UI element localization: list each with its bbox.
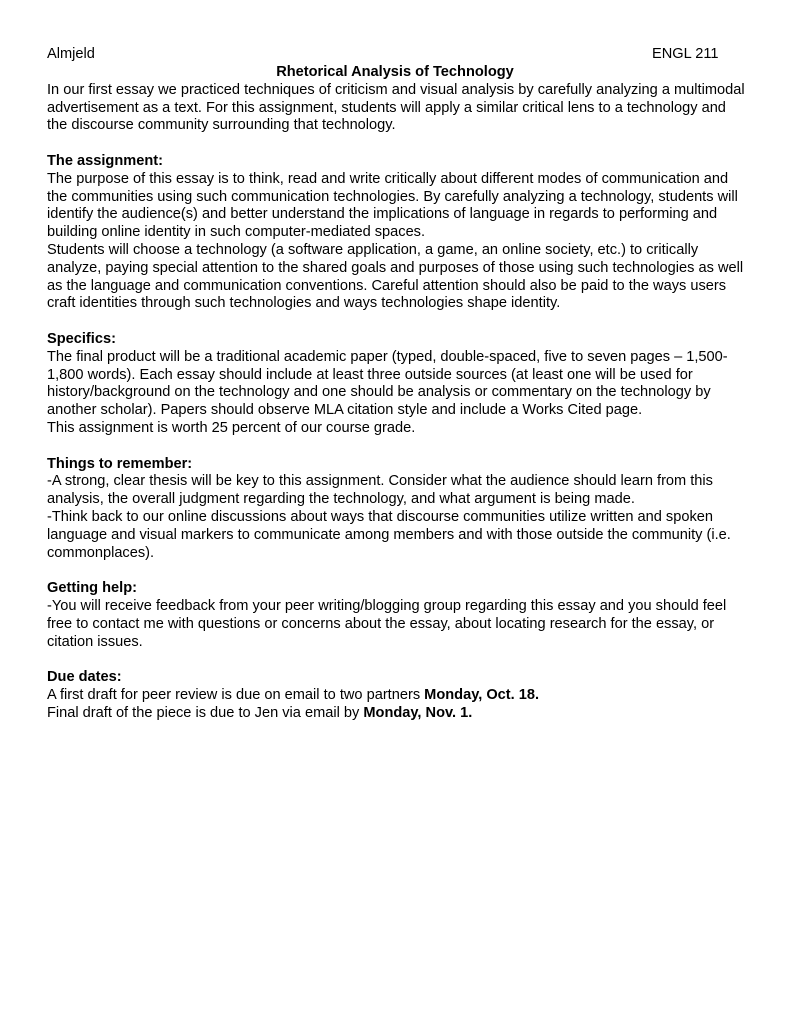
assignment-paragraph-2: Students will choose a technology (a software application, a game, an online society, etc.) to critically analyze, paying special attention to the shared goals and purposes of those using such technologies as well as the language and communication conventions. Careful attention should also be paid to the ways users craft identities through such technologies and ways technologies shape identity. [47,241,744,312]
document-title: Rhetorical Analysis of Technology [276,64,514,80]
assignment-heading: The assignment: [47,152,163,169]
course-code: ENGL 211 [652,46,719,62]
due-dates-heading: Due dates: [47,669,122,686]
header-row [47,46,747,64]
remember-heading: Things to remember: [47,455,193,472]
specifics-paragraph-2: This assignment is worth 25 percent of our course grade. [47,419,416,436]
remember-paragraph-2: -Think back to our online discussions about ways that discourse communities utilize written and spoken language and visual markers to communicate among members and with those outside the community (i.e. commonplaces). [47,508,731,561]
help-heading: Getting help: [47,580,137,597]
final-draft-text: Final draft of the piece is due to Jen via email by [47,704,364,721]
author-name: Almjeld [47,46,95,62]
first-draft-date: Monday, Oct. 18. [424,686,540,703]
first-draft-text: A first draft for peer review is due on email to two partners [47,686,425,703]
final-draft-date: Monday, Nov. 1. [363,704,473,721]
intro-paragraph: In our first essay we practiced techniques of criticism and visual analysis by carefully analyzing a multimodal advertisement as a text. For this assignment, students will apply a similar critical lens to a technology and the discourse community surrounding that technology. [47,81,745,134]
help-paragraph: -You will receive feedback from your peer writing/blogging group regarding this essay and you should feel free to contact me with questions or concerns about the essay, about locating research for the essay, or citation issues. [47,597,727,650]
assignment-paragraph-1: The purpose of this essay is to think, read and write critically about different modes of communication and the communities using such communication technologies. By carefully analyzing a technology, students will identify the audience(s) and better understand the implications of language in regards to performing and building online identity in such computer-mediated spaces. [47,170,738,241]
first-draft-line [47,687,747,705]
specifics-heading: Specifics: [47,330,116,347]
specifics-paragraph-1: The final product will be a traditional academic paper (typed, double-spaced, five to seven pages – 1,500-1,800 words). Each essay should include at least three outside sources (at least one will be used for history/background on the technology and one should be analysis or commentary on the technology by another scholar). Papers should observe MLA citation style and include a Works Cited page. [47,348,728,419]
document-body [47,46,747,722]
remember-paragraph-1: -A strong, clear thesis will be key to this assignment. Consider what the audience should learn from this analysis, the overall judgment regarding the technology, and what argument is being made. [47,473,713,508]
final-draft-line [47,705,747,723]
